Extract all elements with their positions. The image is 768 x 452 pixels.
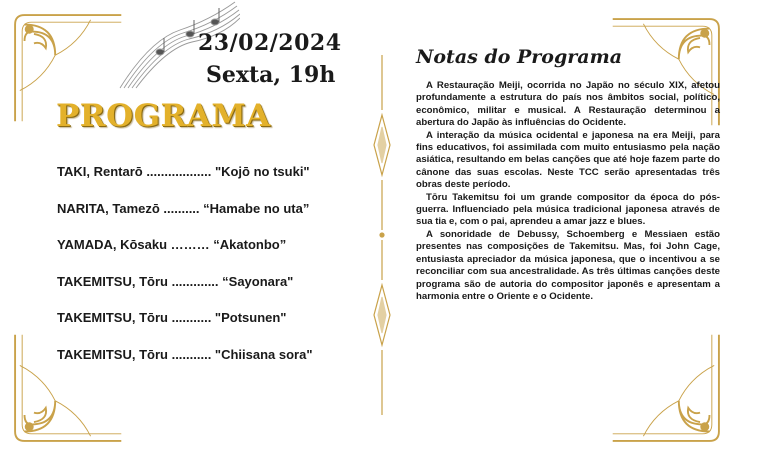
program-item: NARITA, Tamezō .......... “Hamabe no uta” (57, 200, 310, 216)
diamond-divider-icon (372, 55, 392, 415)
notes-paragraph: Tōru Takemitsu foi um grande compositor da época do pós-guerra. Influenciado pela música tradicional japonesa através de sua tia e, com o pai, aprendeu a amar jazz e blues. (416, 191, 720, 228)
program-item: TAKEMITSU, Tōru ............. “Sayonara" (57, 273, 294, 289)
program-item: YAMADA, Kōsaku ……… “Akatonbo” (57, 237, 287, 253)
program-item: TAKI, Rentarō .................. "Kojō no tsuki" (57, 164, 310, 179)
event-date: 23/02/2024 (198, 30, 342, 56)
program-title: PROGRAMA (56, 98, 271, 134)
notes-paragraph: A Restauração Meiji, ocorrida no Japão no século XIX, afetou profundamente a estrutura do país nos âmbitos social, político, econômico, militar e musical. A Restauração determinou a abertura do Japão às influências do Ocidente. (416, 80, 720, 129)
ornate-corner-icon (608, 330, 726, 448)
notes-paragraph: A sonoridade de Debussy, Schoemberg e Messiaen estão presentes nas composições de Takemitsu. Mas, foi John Cage, entusiasta apreciador da música japonesa, que o incentivou a se reconciliar com sua ancestralidade. As três últimas canções deste programa são de autoria do compositor japonês e apresentam a harmonia entre o Oriente e o Ocidente. (416, 228, 720, 302)
event-time: Sexta, 19h (206, 62, 336, 88)
notes-paragraph: A interação da música ocidental e japonesa na era Meiji, para fins educativos, foi assimilada com muito entusiasmo pela nação asiática, resultando em belas canções que até hoje fazem parte do cânone das suas escolas. Neste TCC serão apresentadas três obras deste período. (416, 129, 720, 191)
program-item: TAKEMITSU, Tōru ........... "Potsunen" (57, 310, 287, 326)
program-item: TAKEMITSU, Tōru ........... "Chiisana sora" (57, 346, 313, 362)
notes-title: Notas do Programa (416, 46, 623, 68)
notes-body (416, 80, 720, 303)
program-list (57, 164, 357, 384)
